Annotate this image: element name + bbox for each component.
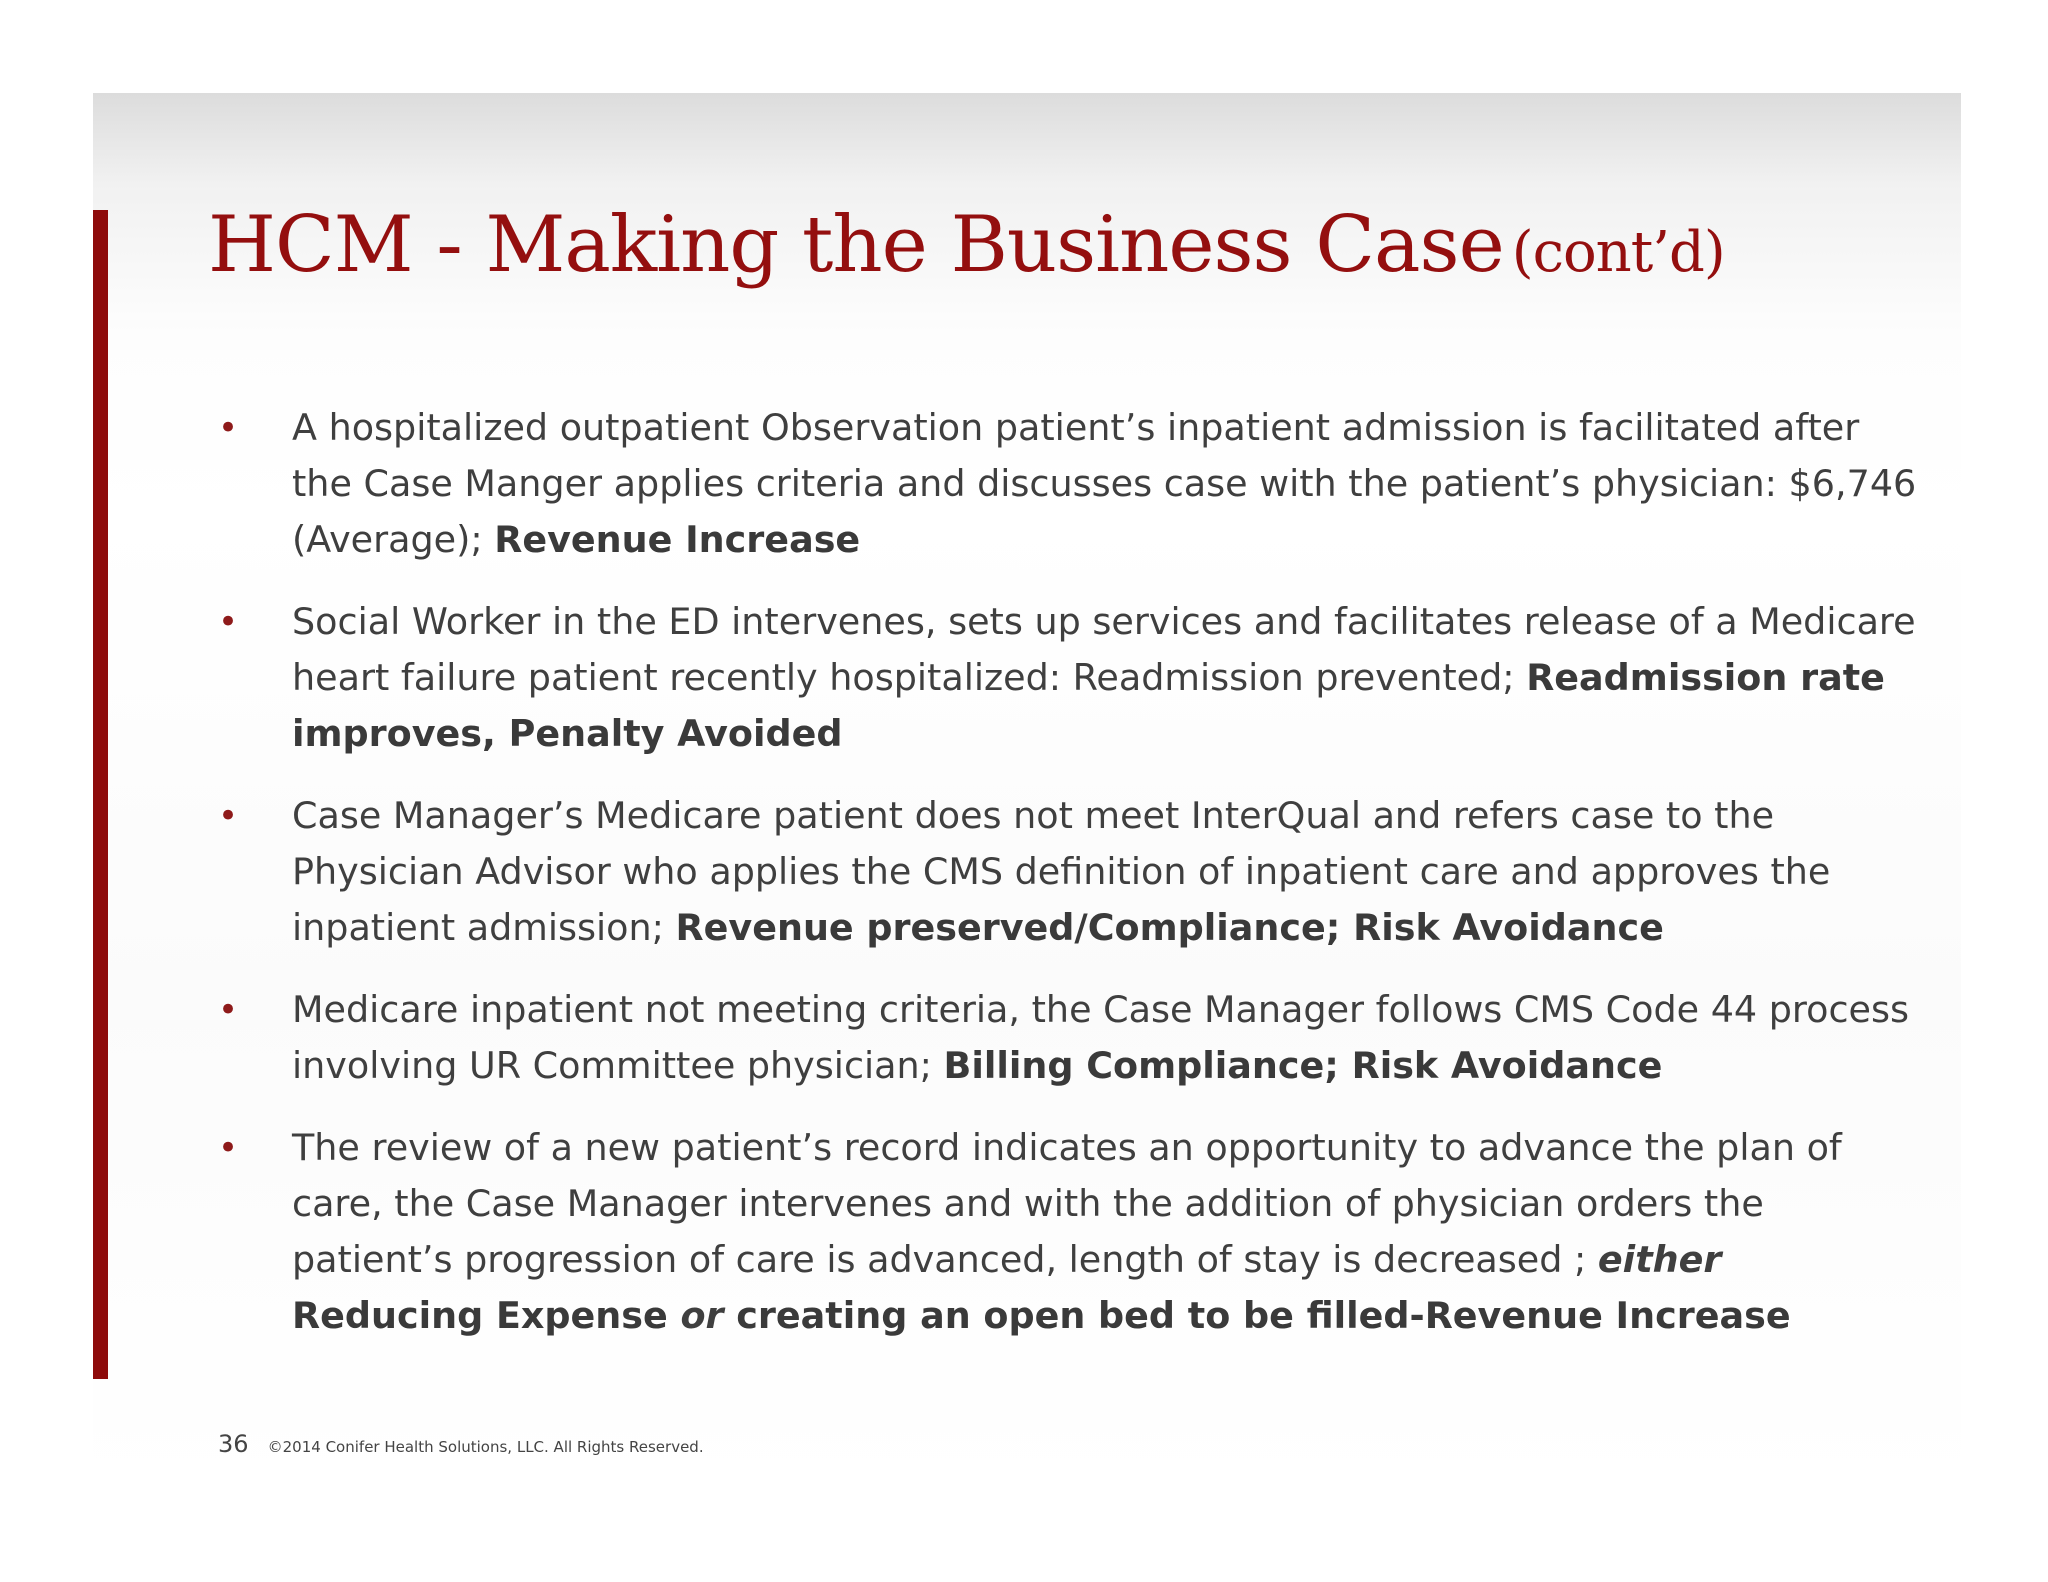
bullet-emphasis: Revenue preserved/Compliance; Risk Avoidance <box>675 906 1664 949</box>
slide-title-main: HCM - Making the Business Case <box>208 200 1504 290</box>
bullet-item <box>218 594 1918 762</box>
slide-title <box>208 190 1908 300</box>
bullet-text: Case Manager’s Medicare patient does not meet InterQual and refers case to the Physician Advisor who applies the CMS definition of inpatient care and approves the inpatient admission; <box>292 794 1831 949</box>
bullet-marker: • <box>218 990 239 1030</box>
bullet-text: Medicare inpatient not meeting criteria, the Case Manager follows CMS Code 44 process involving UR Committee physician; <box>292 988 1910 1087</box>
slide-footer <box>218 1430 704 1458</box>
bullet-emphasis-italic: or <box>680 1294 724 1337</box>
copyright-text: ©2014 Conifer Health Solutions, LLC. All Rights Reserved. <box>267 1438 704 1456</box>
bullet-list <box>218 400 1918 1370</box>
bullet-text: The review of a new patient’s record indicates an opportunity to advance the plan of care, the Case Manager intervenes and with the addition of physician orders the patient’s progression of care is advanced, length of stay is decreased ; <box>292 1126 1842 1281</box>
bullet-marker: • <box>218 796 239 836</box>
bullet-marker: • <box>218 1128 239 1168</box>
bullet-item <box>218 400 1918 568</box>
accent-bar <box>93 210 108 1379</box>
page-number: 36 <box>218 1430 249 1458</box>
bullet-emphasis: Readmission rate improves, Penalty Avoided <box>292 656 1885 755</box>
bullet-emphasis: Billing Compliance; Risk Avoidance <box>943 1044 1663 1087</box>
bullet-item <box>218 788 1918 956</box>
bullet-emphasis: Revenue Increase <box>494 518 861 561</box>
bullet-item <box>218 1120 1918 1344</box>
slide-title-suffix: (cont’d) <box>1511 220 1725 285</box>
bullet-item <box>218 982 1918 1094</box>
bullet-emphasis: Reducing Expense <box>292 1294 681 1337</box>
bullet-emphasis: creating an open bed to be filled-Revenue Increase <box>723 1294 1791 1337</box>
bullet-text: A hospitalized outpatient Observation patient’s inpatient admission is facilitated after the Case Manger applies criteria and discusses case with the patient’s physician: $6,746 (Average); <box>292 406 1917 561</box>
bullet-emphasis-italic: either <box>1597 1238 1722 1281</box>
bullet-text: Social Worker in the ED intervenes, sets up services and facilitates release of a Medicare heart failure patient recently hospitalized: Readmission prevented; <box>292 600 1916 699</box>
bullet-marker: • <box>218 602 239 642</box>
bullet-marker: • <box>218 408 239 448</box>
